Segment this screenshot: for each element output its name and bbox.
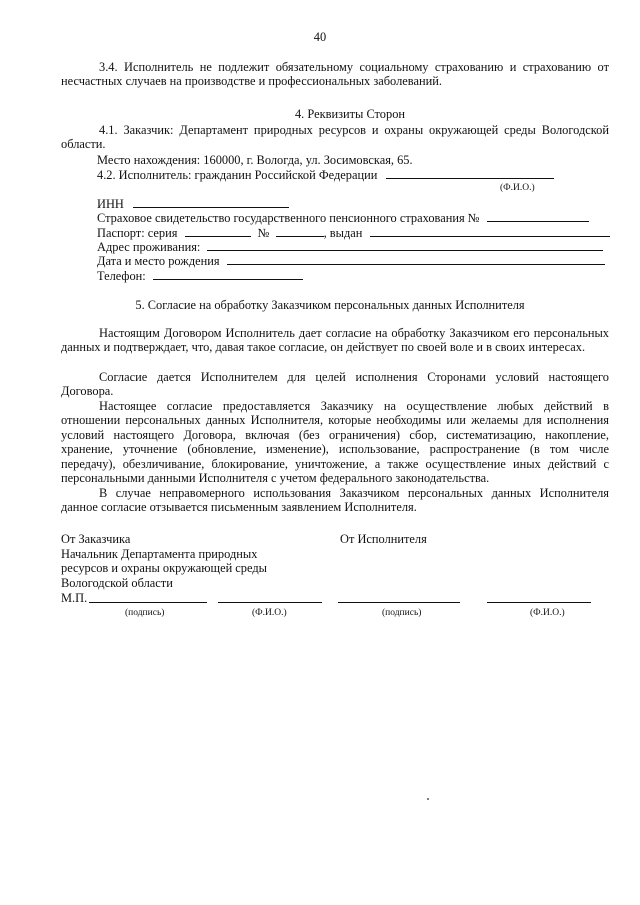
snils-label: Страховое свидетельство государственного пенсионного страхования № xyxy=(97,211,480,225)
clause-4-1-customer: 4.1. Заказчик: Департамент природных ресурсов и охраны окружающей среды Вологодской области. xyxy=(61,123,609,152)
scan-speck xyxy=(427,798,429,800)
consent-paragraph-3: Настоящее согласие предоставляется Заказчику на осуществление любых действий в отношении персональных данных Исполнителя, которые необходимы или желаемы для исполнения условий настоящего Договора, включая (без ограничения) сбор, систематизацию, накопление, хранение, уточнение (обновление, изменение), использование, распространение (в том числе передачу), обезличивание, блокирование, уничтожение, а также осуществление иных действий с персональными данными Исполнителя с учетом федерального законодательства. xyxy=(61,399,609,486)
customer-fio-hint: (Ф.И.О.) xyxy=(252,608,287,618)
inn-label: ИНН xyxy=(97,197,124,211)
executor-signature-line xyxy=(338,591,591,606)
phone-field[interactable] xyxy=(153,268,303,280)
passport-issued-label: , выдан xyxy=(323,226,363,240)
consent-paragraph-4: В случае неправомерного использования Заказчиком персональных данных Исполнителя данное согласие отзывается письменным заявлением Исполнителя. xyxy=(61,486,609,515)
customer-signature-line xyxy=(89,591,322,606)
customer-title-line-2: ресурсов и охраны окружающей среды xyxy=(61,561,267,575)
birth-field[interactable] xyxy=(227,253,605,265)
clause-4-2-executor xyxy=(97,167,554,182)
from-executor-label: От Исполнителя xyxy=(340,532,427,546)
snils-field[interactable] xyxy=(487,210,589,222)
executor-sign-hint: (подпись) xyxy=(382,608,422,618)
snils-line xyxy=(97,210,589,225)
executor-name-field[interactable] xyxy=(386,167,554,179)
passport-issued-field[interactable] xyxy=(370,225,610,237)
customer-fio-field[interactable] xyxy=(218,591,322,603)
executor-label: 4.2. Исполнитель: гражданин Российской Федерации xyxy=(97,168,378,182)
phone-label: Телефон: xyxy=(97,269,146,283)
customer-signature-field[interactable] xyxy=(89,591,207,603)
passport-series-label: Паспорт: серия xyxy=(97,226,178,240)
stamp-mp-label: М.П. xyxy=(61,591,88,605)
address-label: Адрес проживания: xyxy=(97,240,201,254)
clause-3-4: 3.4. Исполнитель не подлежит обязательному социальному страхованию и страхованию от несчастных случаев на производстве и профессиональных заболеваний. xyxy=(61,60,609,89)
page-number: 40 xyxy=(313,30,327,44)
from-customer-label: От Заказчика xyxy=(61,532,131,546)
section-4-heading: 4. Реквизиты Сторон xyxy=(294,107,406,121)
executor-fio-hint: (Ф.И.О.) xyxy=(500,183,535,193)
consent-paragraph-2: Согласие дается Исполнителем для целей исполнения Сторонами условий настоящего Договора. xyxy=(61,370,609,399)
birth-label: Дата и место рождения xyxy=(97,254,220,268)
passport-number-label: № xyxy=(257,226,270,240)
customer-sign-hint: (подпись) xyxy=(125,608,165,618)
address-field[interactable] xyxy=(207,239,603,251)
executor-fio-field[interactable] xyxy=(487,591,591,603)
customer-title-line-1: Начальник Департамента природных xyxy=(61,547,258,561)
inn-field[interactable] xyxy=(133,196,289,208)
customer-title-line-3: Вологодской области xyxy=(61,576,173,590)
passport-series-field[interactable] xyxy=(185,225,251,237)
birth-line xyxy=(97,253,605,268)
phone-line xyxy=(97,268,303,283)
executor-fio-hint-bottom: (Ф.И.О.) xyxy=(530,608,565,618)
consent-paragraph-1: Настоящим Договором Исполнитель дает согласие на обработку Заказчиком его персональных данных и подтверждает, что, давая такое согласие, он действует по своей воле и в своих интересах. xyxy=(61,326,609,355)
customer-location: Место нахождения: 160000, г. Вологда, ул. Зосимовская, 65. xyxy=(97,153,413,167)
executor-signature-field[interactable] xyxy=(338,591,460,603)
passport-number-field[interactable] xyxy=(276,225,324,237)
section-5-heading: 5. Согласие на обработку Заказчиком персональных данных Исполнителя xyxy=(135,298,525,312)
